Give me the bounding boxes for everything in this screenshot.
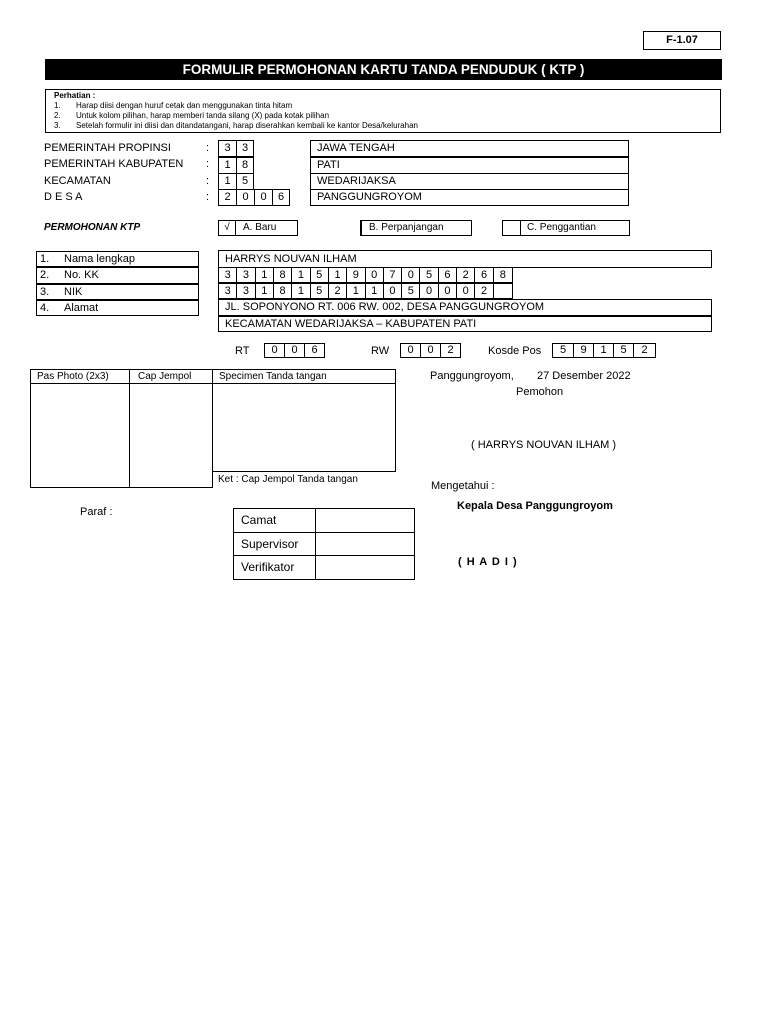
cap-jempol-header: Cap Jempol	[129, 369, 213, 384]
digit-cell: 6	[475, 268, 493, 282]
region-name-field[interactable]: PANGGUNGROYOM	[310, 189, 629, 206]
digit-cell: 0	[265, 344, 285, 357]
digit-cell: 5	[420, 268, 438, 282]
paraf-label: Paraf :	[80, 506, 113, 518]
notice-item	[54, 111, 329, 120]
digit-cell: 9	[347, 268, 365, 282]
option-label: C. Penggantian	[527, 222, 596, 233]
paraf-verifikator-label: Verifikator	[233, 555, 316, 580]
digit-cell: 5	[402, 284, 420, 298]
rt-boxes[interactable]	[264, 343, 325, 358]
digit-cell: 0	[401, 344, 421, 357]
digit-cell: 0	[384, 284, 402, 298]
digit-cell: 2	[329, 284, 347, 298]
region-code-box[interactable]	[218, 173, 254, 190]
digit-cell: 1	[256, 268, 274, 282]
digit-cell: 6	[311, 344, 318, 356]
alamat-line-2[interactable]: KECAMATAN WEDARIJAKSA – KABUPATEN PATI	[218, 316, 712, 332]
digit-cell: 8	[241, 159, 249, 171]
sign-place: Panggungroyom,	[430, 370, 514, 382]
digit-cell: 0	[255, 190, 273, 205]
digit-cell: 3	[237, 268, 255, 282]
digit-cell: 1	[292, 268, 310, 282]
digit-cell: 3	[219, 284, 237, 298]
pas-photo-header: Pas Photo (2x3)	[30, 369, 130, 384]
region-label: PEMERINTAH KABUPATEN	[44, 158, 184, 170]
region-colon: :	[206, 158, 210, 170]
option-checkbox[interactable]	[503, 221, 521, 235]
option-perpanjangan[interactable]	[360, 220, 472, 236]
kode-pos-label: Kosde Pos	[488, 345, 542, 357]
label-num: 1.	[40, 253, 50, 265]
kk-digit-boxes[interactable]	[218, 267, 513, 283]
digit-cell: 1	[366, 284, 384, 298]
option-penggantian[interactable]	[502, 220, 630, 236]
region-colon: :	[206, 191, 210, 203]
pas-photo-area[interactable]	[30, 383, 130, 488]
digit-cell: 9	[574, 344, 594, 357]
specimen-header: Specimen Tanda tangan	[212, 369, 396, 384]
digit-cell: 3	[237, 284, 255, 298]
digit-cell: 1	[347, 284, 365, 298]
region-name-field[interactable]: WEDARIJAKSA	[310, 173, 629, 190]
notice-item-text: Untuk kolom pilihan, harap memberi tanda silang (X) pada kotak pilihan	[76, 111, 330, 120]
cap-jempol-area[interactable]	[129, 383, 213, 488]
digit-cell: 1	[256, 284, 274, 298]
label-text: Alamat	[64, 302, 99, 314]
alamat-line-1[interactable]: JL. SOPONYONO RT. 006 RW. 002, DESA PANGGUNGROYOM	[218, 299, 712, 316]
digit-cell: 8	[499, 269, 506, 281]
person-label-nik	[36, 284, 199, 300]
notice-item-text: Setelah formulir ini diisi dan ditandatangani, harap diserahkan kembali ke kantor Desa/kelurahan	[76, 121, 418, 130]
option-baru[interactable]	[218, 220, 298, 236]
digit-cell: 5	[311, 284, 329, 298]
person-label-kk	[36, 267, 199, 284]
digit-cell: 5	[614, 344, 634, 357]
notice-item	[54, 101, 292, 110]
notice-item-text: Harap diisi dengan huruf cetak dan menggunakan tinta hitam	[76, 101, 293, 110]
region-name-field[interactable]: PATI	[310, 157, 629, 174]
notice-heading: Perhatian :	[54, 91, 96, 100]
photo-note: Ket : Cap Jempol Tanda tangan	[218, 474, 358, 485]
kepala-desa-title: Kepala Desa Panggungroyom	[457, 500, 613, 512]
region-code-box[interactable]	[218, 157, 254, 174]
person-label-alamat	[36, 300, 199, 316]
digit-cell: 3	[241, 142, 249, 154]
rw-label: RW	[371, 345, 390, 357]
form-code: F-1.07	[643, 31, 721, 50]
label-text: Nama lengkap	[64, 253, 135, 265]
digit-cell: 7	[384, 268, 402, 282]
region-colon: :	[206, 175, 210, 187]
mengetahui-label: Mengetahui :	[431, 480, 495, 492]
form-title: FORMULIR PERMOHONAN KARTU TANDA PENDUDUK ( KTP )	[45, 59, 722, 80]
digit-cell: 6	[439, 268, 457, 282]
rt-label: RT	[235, 345, 250, 357]
option-label: A. Baru	[243, 222, 277, 233]
sign-role: Pemohon	[516, 386, 564, 398]
paraf-supervisor-field[interactable]	[315, 532, 415, 556]
option-checkbox[interactable]	[361, 221, 362, 235]
digit-cell: 0	[420, 284, 438, 298]
digit-cell	[494, 284, 512, 298]
digit-cell: 2	[641, 344, 648, 356]
digit-cell: 3	[219, 268, 237, 282]
digit-cell: 2	[457, 268, 475, 282]
label-num: 3.	[40, 286, 50, 298]
label-text: No. KK	[64, 269, 99, 281]
paraf-table	[233, 508, 415, 580]
specimen-area[interactable]	[212, 383, 396, 472]
digit-cell: 2	[447, 344, 454, 356]
kode-pos-boxes[interactable]	[552, 343, 656, 358]
notice-item-num: 2.	[54, 111, 61, 120]
digit-cell: 5	[311, 268, 329, 282]
permohonan-label: PERMOHONAN KTP	[44, 222, 141, 233]
notice-box	[45, 89, 721, 133]
digit-cell: 0	[439, 284, 457, 298]
applicant-name: ( HARRYS NOUVAN ILHAM )	[471, 439, 617, 451]
label-num: 4.	[40, 302, 50, 314]
digit-cell: 0	[366, 268, 384, 282]
digit-cell: 0	[421, 344, 441, 357]
paraf-camat-label: Camat	[233, 508, 316, 533]
rw-boxes[interactable]	[400, 343, 461, 358]
digit-cell: 3	[219, 141, 237, 156]
paraf-supervisor-label: Supervisor	[233, 532, 316, 556]
digit-cell: 1	[292, 284, 310, 298]
digit-cell: 8	[274, 268, 292, 282]
paraf-camat-field[interactable]	[315, 508, 415, 533]
notice-item-num: 3.	[54, 121, 61, 130]
label-text: NIK	[64, 286, 83, 298]
digit-cell: 1	[594, 344, 614, 357]
region-label: D E S A	[44, 191, 83, 203]
digit-cell: 0	[237, 190, 255, 205]
digit-cell: 6	[277, 191, 285, 203]
notice-item	[54, 121, 418, 130]
digit-cell: 8	[274, 284, 292, 298]
notice-item-num: 1.	[54, 101, 61, 110]
digit-cell: 0	[457, 284, 475, 298]
digit-cell: 2	[219, 190, 237, 205]
paraf-verifikator-field[interactable]	[315, 555, 415, 580]
option-checkbox[interactable]: √	[219, 221, 236, 235]
region-name-field[interactable]: JAWA TENGAH	[310, 140, 629, 157]
region-code-box[interactable]	[218, 140, 254, 157]
region-label: PEMERINTAH PROPINSI	[44, 142, 171, 154]
region-colon: :	[206, 142, 210, 154]
region-label: KECAMATAN	[44, 175, 111, 187]
photo-table	[30, 369, 396, 488]
digit-cell: 1	[219, 158, 237, 173]
label-num: 2.	[40, 269, 50, 281]
nama-field[interactable]: HARRYS NOUVAN ILHAM	[218, 250, 712, 268]
digit-cell: 0	[402, 268, 420, 282]
person-label-nama	[36, 251, 199, 267]
digit-cell: 5	[241, 175, 249, 187]
region-code-box[interactable]	[218, 189, 290, 206]
sign-date: 27 Desember 2022	[537, 370, 631, 382]
option-label: B. Perpanjangan	[369, 222, 444, 233]
digit-cell: 0	[285, 344, 305, 357]
digit-cell: 2	[475, 284, 493, 298]
kepala-desa-name: ( H A D I )	[458, 556, 518, 568]
nik-digit-boxes[interactable]	[218, 283, 513, 299]
digit-cell: 1	[219, 174, 237, 189]
digit-cell: 5	[553, 344, 574, 357]
digit-cell: 1	[329, 268, 347, 282]
